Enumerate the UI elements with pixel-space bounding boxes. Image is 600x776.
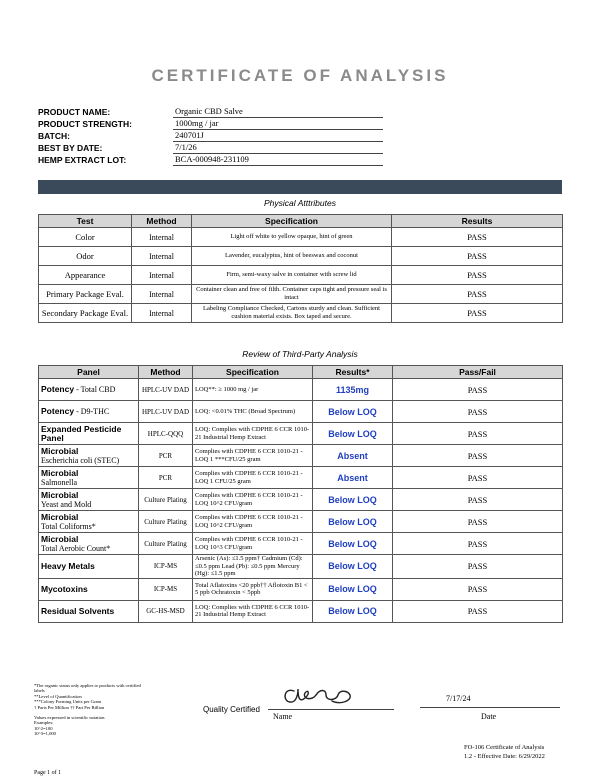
panel-cell — [39, 533, 139, 555]
document-title: CERTIFICATE OF ANALYSIS — [151, 66, 449, 85]
pass-fail-cell: PASS — [393, 511, 563, 533]
table-row — [39, 533, 563, 555]
table-cell: Appearance — [39, 266, 132, 285]
table-cell: Internal — [132, 285, 192, 304]
info-value: 7/1/26 — [173, 142, 383, 154]
form-line: 1.2 - Effective Date: 6/29/2022 — [464, 753, 545, 760]
batch-row — [38, 130, 383, 142]
spec-cell: Complies with CDPHE 6 CCR 1010-21 - LOQ 1 CFU/25 gram — [193, 467, 313, 489]
footnotes — [34, 683, 144, 737]
table-cell: Container clean and free of filth. Container caps tight and pressure seal is intact — [192, 285, 392, 304]
third-party-heading: Review of Third-Party Analysis — [242, 349, 358, 359]
table-cell: PASS — [392, 266, 563, 285]
spec-cell: Arsenic (As): ≤1.5 ppm† Cadmium (Cd): ≤0.5 ppm Lead (Pb): ≤0.5 ppm Mercury (Hg): ≤1.5 ppm — [193, 555, 313, 579]
panel-detail: Yeast and Mold — [41, 499, 92, 509]
pass-fail-cell: PASS — [393, 533, 563, 555]
table-row — [39, 423, 563, 445]
info-label: BEST BY DATE: — [38, 143, 103, 153]
table-row — [39, 247, 563, 266]
header-banner — [38, 180, 562, 194]
result-cell: Below LOQ — [313, 533, 393, 555]
table-row — [39, 401, 563, 423]
third-party-table — [38, 365, 563, 623]
third-party-body — [39, 379, 563, 623]
footnote-line: † Parts Per Million †† Part Per Billion — [34, 704, 105, 710]
table-row — [39, 467, 563, 489]
method-cell: Culture Plating — [139, 533, 193, 555]
result-cell: Below LOQ — [313, 600, 393, 622]
result-cell: Absent — [313, 445, 393, 467]
table-cell: PASS — [392, 304, 563, 323]
table-header-row — [39, 215, 563, 228]
table-cell: PASS — [392, 285, 563, 304]
table-cell: PASS — [392, 247, 563, 266]
table-cell: Color — [39, 228, 132, 247]
method-cell: HPLC-UV DAD — [139, 401, 193, 423]
info-value: Organic CBD Salve — [173, 106, 383, 118]
panel-cell — [39, 401, 139, 423]
panel-name: Mycotoxins — [41, 583, 88, 594]
result-cell: Below LOQ — [313, 578, 393, 600]
col-header: Specification — [192, 215, 392, 228]
panel-name: Microbial — [41, 489, 79, 500]
best-by-row — [38, 142, 383, 154]
info-label: PRODUCT STRENGTH: — [38, 119, 132, 129]
table-row — [39, 555, 563, 579]
table-row — [39, 489, 563, 511]
panel-name: Residual Solvents — [41, 605, 115, 616]
footnote-line: ***Colony Forming Units per Gram — [34, 699, 102, 705]
table-cell: Secondary Package Eval. — [39, 304, 132, 323]
physical-body — [39, 228, 563, 323]
form-id — [464, 743, 584, 761]
panel-name: Potency — [41, 384, 75, 394]
product-strength-row — [38, 118, 383, 130]
table-cell: Firm, semi-waxy salve in container with screw lid — [192, 266, 392, 285]
result-cell: 1135mg — [313, 379, 393, 401]
table-row — [39, 511, 563, 533]
panel-detail: - D9-THC — [74, 407, 110, 416]
table-cell: Internal — [132, 304, 192, 323]
table-row — [39, 379, 563, 401]
table-row — [39, 304, 563, 323]
quality-certified-label: Quality Certified — [203, 705, 260, 714]
date-label: Date — [481, 712, 497, 721]
panel-cell — [39, 489, 139, 511]
table-cell: Labeling Compliance Checked, Cartons sturdy and clean. Sufficient cushion material exists. Box taped and secure. — [192, 304, 392, 323]
hemp-lot-row — [38, 154, 383, 166]
panel-name: Microbial — [41, 533, 79, 544]
table-row — [39, 600, 563, 622]
panel-cell — [39, 511, 139, 533]
pass-fail-cell: PASS — [393, 600, 563, 622]
spec-cell: Complies with CDPHE 6 CCR 1010-21 - LOQ 1 ***CFU/25 gram — [193, 445, 313, 467]
panel-name: Potency — [41, 406, 75, 416]
col-header: Method — [132, 215, 192, 228]
method-cell: ICP-MS — [139, 555, 193, 579]
panel-detail: Total Aerobic Count* — [41, 543, 111, 553]
method-cell: Culture Plating — [139, 489, 193, 511]
footnote-line: 10^3=1,000 — [34, 731, 56, 737]
info-value: 240701J — [173, 130, 383, 142]
page-number: Page 1 of 1 — [34, 770, 62, 776]
col-header: Panel — [39, 366, 139, 379]
col-header: Pass/Fail — [393, 366, 563, 379]
pass-fail-cell: PASS — [393, 578, 563, 600]
pass-fail-cell: PASS — [393, 401, 563, 423]
spec-cell: LOQ**: ≥ 1000 mg / jar — [193, 379, 313, 401]
table-row — [39, 285, 563, 304]
panel-cell — [39, 467, 139, 489]
panel-detail: - Total CBD — [74, 385, 116, 394]
product-name-row — [38, 106, 383, 118]
method-cell: GC-HS-MSD — [139, 600, 193, 622]
name-label: Name — [273, 712, 293, 721]
info-label: HEMP EXTRACT LOT: — [38, 155, 127, 165]
spec-cell: LOQ: Complies with CDPHE 6 CCR 1010-21 Industrial Hemp Extract — [193, 423, 313, 445]
panel-name: Heavy Metals — [41, 560, 95, 571]
table-cell: Light off white to yellow opaque, hint of green — [192, 228, 392, 247]
col-header: Results* — [313, 366, 393, 379]
spec-cell: Complies with CDPHE 6 CCR 1010-21 - LOQ 10^2 CFU/gram — [193, 489, 313, 511]
physical-heading: Physical Atttributes — [264, 198, 336, 208]
table-cell: Lavender, eucalyptus, hint of beeswax and coconut — [192, 247, 392, 266]
panel-cell — [39, 423, 139, 445]
panel-detail: Total Coliforms* — [41, 521, 96, 531]
pass-fail-cell: PASS — [393, 445, 563, 467]
signed-date: 7/17/24 — [446, 694, 471, 703]
pass-fail-cell: PASS — [393, 555, 563, 579]
spec-cell: LOQ: <0.01% THC (Broad Spectrum) — [193, 401, 313, 423]
spec-cell: LOQ: Complies with CDPHE 6 CCR 1010-21 Industrial Hemp Extract — [193, 600, 313, 622]
table-row — [39, 578, 563, 600]
panel-cell — [39, 578, 139, 600]
panel-cell — [39, 445, 139, 467]
method-cell: HPLC-QQQ — [139, 423, 193, 445]
info-label: BATCH: — [38, 131, 70, 141]
panel-cell — [39, 379, 139, 401]
table-cell: Primary Package Eval. — [39, 285, 132, 304]
footnote-line: *The organic status only applies to products with certified labels — [34, 683, 141, 694]
pass-fail-cell: PASS — [393, 489, 563, 511]
table-cell: Internal — [132, 228, 192, 247]
table-row — [39, 228, 563, 247]
method-cell: ICP-MS — [139, 578, 193, 600]
result-cell: Below LOQ — [313, 511, 393, 533]
footnote-line: Examples: — [34, 720, 54, 726]
panel-cell — [39, 600, 139, 622]
panel-cell — [39, 555, 139, 579]
date-line — [420, 707, 560, 708]
col-header: Test — [39, 215, 132, 228]
info-label: PRODUCT NAME: — [38, 107, 111, 117]
result-cell: Below LOQ — [313, 401, 393, 423]
result-cell: Below LOQ — [313, 423, 393, 445]
spec-cell: Complies with CDPHE 6 CCR 1010-21 - LOQ 10^2 CFU/gram — [193, 511, 313, 533]
col-header: Method — [139, 366, 193, 379]
result-cell: Absent — [313, 467, 393, 489]
pass-fail-cell: PASS — [393, 467, 563, 489]
panel-detail: Salmonella — [41, 477, 77, 487]
info-value: BCA-000948-231109 — [173, 154, 383, 166]
spec-cell: Total Aflatoxins <20 ppb†† Aflotoxin B1 < 5 ppb Ochratoxin < 5ppb — [193, 578, 313, 600]
result-cell: Below LOQ — [313, 555, 393, 579]
result-cell: Below LOQ — [313, 489, 393, 511]
table-row — [39, 266, 563, 285]
method-cell: PCR — [139, 445, 193, 467]
footnote-line: **Level of Quantification — [34, 693, 82, 699]
table-row — [39, 445, 563, 467]
footnote-line: Values expressed in scientific notation. — [34, 715, 106, 721]
panel-name: Microbial — [41, 467, 79, 478]
product-info — [38, 106, 383, 166]
table-cell: PASS — [392, 228, 563, 247]
pass-fail-cell: PASS — [393, 423, 563, 445]
panel-name: Microbial — [41, 511, 79, 522]
col-header: Results — [392, 215, 563, 228]
form-line: FO-106 Certificate of Analysis — [464, 744, 545, 751]
pass-fail-cell: PASS — [393, 379, 563, 401]
panel-detail: Escherichia coli (STEC) — [41, 455, 120, 465]
panel-name: Microbial — [41, 445, 79, 456]
footnote-line: 10^2=100 — [34, 725, 53, 731]
info-value: 1000mg / jar — [173, 118, 383, 130]
panel-name: Expanded Pesticide Panel — [41, 423, 122, 443]
method-cell: Culture Plating — [139, 511, 193, 533]
col-header: Specification — [193, 366, 313, 379]
method-cell: PCR — [139, 467, 193, 489]
physical-table — [38, 214, 563, 323]
method-cell: HPLC-UV DAD — [139, 379, 193, 401]
spec-cell: Complies with CDPHE 6 CCR 1010-21 - LOQ 10^3 CFU/gram — [193, 533, 313, 555]
table-header-row — [39, 366, 563, 379]
table-cell: Internal — [132, 266, 192, 285]
table-cell: Odor — [39, 247, 132, 266]
signature-line — [268, 709, 394, 710]
table-cell: Internal — [132, 247, 192, 266]
